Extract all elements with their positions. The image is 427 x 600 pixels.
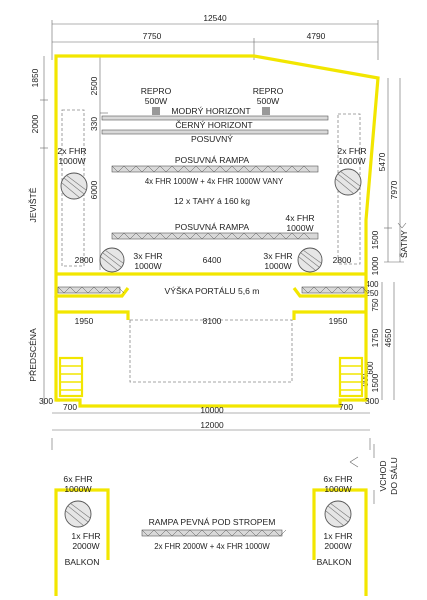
balk-right-bot-label: 1x FHR <box>323 531 353 541</box>
rampa1-spec: 4x FHR 1000W + 4x FHR 1000W VANY <box>144 177 284 186</box>
dim-300-right: 300 <box>365 396 379 406</box>
forestage-wall <box>56 296 366 400</box>
fhr-left-low-label: 3x FHR <box>133 251 163 261</box>
repro-left-watt: 500W <box>144 96 168 106</box>
posuvny-label: POSUVNÝ <box>190 134 234 144</box>
dim-330: 330 <box>89 117 99 131</box>
dim-1950-right: 1950 <box>328 316 348 326</box>
dim-900: 900 <box>361 373 370 387</box>
fhr-right-top-label: 2x FHR <box>337 146 367 156</box>
dim-400: 400 <box>365 280 379 289</box>
fhr-right-top-watt: 1000W <box>338 156 366 166</box>
fhr-left-top-label: 2x FHR <box>57 146 87 156</box>
satny-arrow-icon <box>398 223 406 228</box>
dim-2500: 2500 <box>89 76 99 96</box>
dim-2800-right: 2800 <box>332 255 352 265</box>
stairs-right <box>340 358 362 396</box>
left-dimension-lines <box>40 56 108 405</box>
label-do-salu: DO SÁLU <box>389 457 399 495</box>
balk-left-top-label: 6x FHR <box>63 474 93 484</box>
rampa-pevna-label: RAMPA PEVNÁ POD STROPEM <box>148 517 276 527</box>
dim-4650: 4650 <box>383 328 393 348</box>
dim-300-left: 300 <box>39 396 53 406</box>
dim-7750: 7750 <box>142 31 162 41</box>
repro-left-speaker <box>152 107 160 115</box>
repro-right-speaker <box>262 107 270 115</box>
dim-250: 250 <box>365 289 379 298</box>
dim-750: 750 <box>371 298 380 312</box>
dim-1500-right: 1500 <box>370 230 380 250</box>
label-predscena: PŘEDSCÉNA <box>28 328 38 382</box>
label-satny: ŠATNY <box>399 229 409 259</box>
dim-6400: 6400 <box>202 255 222 265</box>
balk-right-bot-watt: 2000W <box>324 541 352 551</box>
dim-1500-portal: 1500 <box>370 373 380 393</box>
rampa1-label: POSUVNÁ RAMPA <box>174 155 250 165</box>
fhr-right-mid-label: 4x FHR <box>285 213 315 223</box>
stairs-left <box>60 358 82 396</box>
dim-4790: 4790 <box>306 31 326 41</box>
rampa2-label: POSUVNÁ RAMPA <box>174 222 250 232</box>
orchestra-pit-dashed <box>130 320 292 382</box>
balk-right-top-label: 6x FHR <box>323 474 353 484</box>
dim-700-right: 700 <box>339 402 353 412</box>
balk-left-bot-watt: 2000W <box>72 541 100 551</box>
dim-7970: 7970 <box>389 180 399 200</box>
dim-10000: 10000 <box>200 405 224 415</box>
dim-2000: 2000 <box>30 114 40 134</box>
fhr-left-top-watt: 1000W <box>58 156 86 166</box>
dim-1750: 1750 <box>370 328 380 348</box>
dim-6000: 6000 <box>89 180 99 200</box>
balk-left-top-watt: 1000W <box>64 484 92 494</box>
portal-height-label: VÝŠKA PORTÁLU 5,6 m <box>164 286 260 296</box>
top-dimension-lines <box>52 20 378 60</box>
fhr-left-low-watt: 1000W <box>134 261 162 271</box>
stage-wall <box>56 56 378 274</box>
cerny-horizont-label: ČERNÝ HORIZONT <box>175 120 253 130</box>
rampa-pevna-spec: 2x FHR 2000W + 4x FHR 1000W <box>154 542 270 551</box>
dim-12540: 12540 <box>203 13 227 23</box>
dim-12000: 12000 <box>200 420 224 430</box>
label-jeviste: JEVIŠTĚ <box>28 187 38 223</box>
repro-right-watt: 500W <box>256 96 280 106</box>
balkon-left-label: BALKON <box>64 557 100 567</box>
dim-1000-right: 1000 <box>370 256 380 276</box>
dim-700-left: 700 <box>63 402 77 412</box>
fhr-right-low-watt: 1000W <box>264 261 292 271</box>
tahy-label: 12 x TAHY á 160 kg <box>174 196 250 206</box>
repro-left-label: REPRO <box>140 86 172 96</box>
dim-5470: 5470 <box>377 152 387 172</box>
balkon-right-label: BALKON <box>316 557 352 567</box>
dim-2800-left: 2800 <box>74 255 94 265</box>
label-vchod: VCHOD <box>378 460 388 492</box>
balk-right-top-watt: 1000W <box>324 484 352 494</box>
fhr-right-low-label: 3x FHR <box>263 251 293 261</box>
modry-horizont-label: MODRÝ HORIZONT <box>171 106 251 116</box>
dim-1950-left: 1950 <box>74 316 94 326</box>
balk-left-bot-label: 1x FHR <box>71 531 101 541</box>
repro-right-label: REPRO <box>252 86 284 96</box>
fhr-right-mid-watt: 1000W <box>286 223 314 233</box>
vchod-arrow-icon <box>350 457 358 467</box>
dim-8100: 8100 <box>202 316 222 326</box>
dim-1850: 1850 <box>30 68 40 88</box>
dim-600: 600 <box>366 361 375 375</box>
